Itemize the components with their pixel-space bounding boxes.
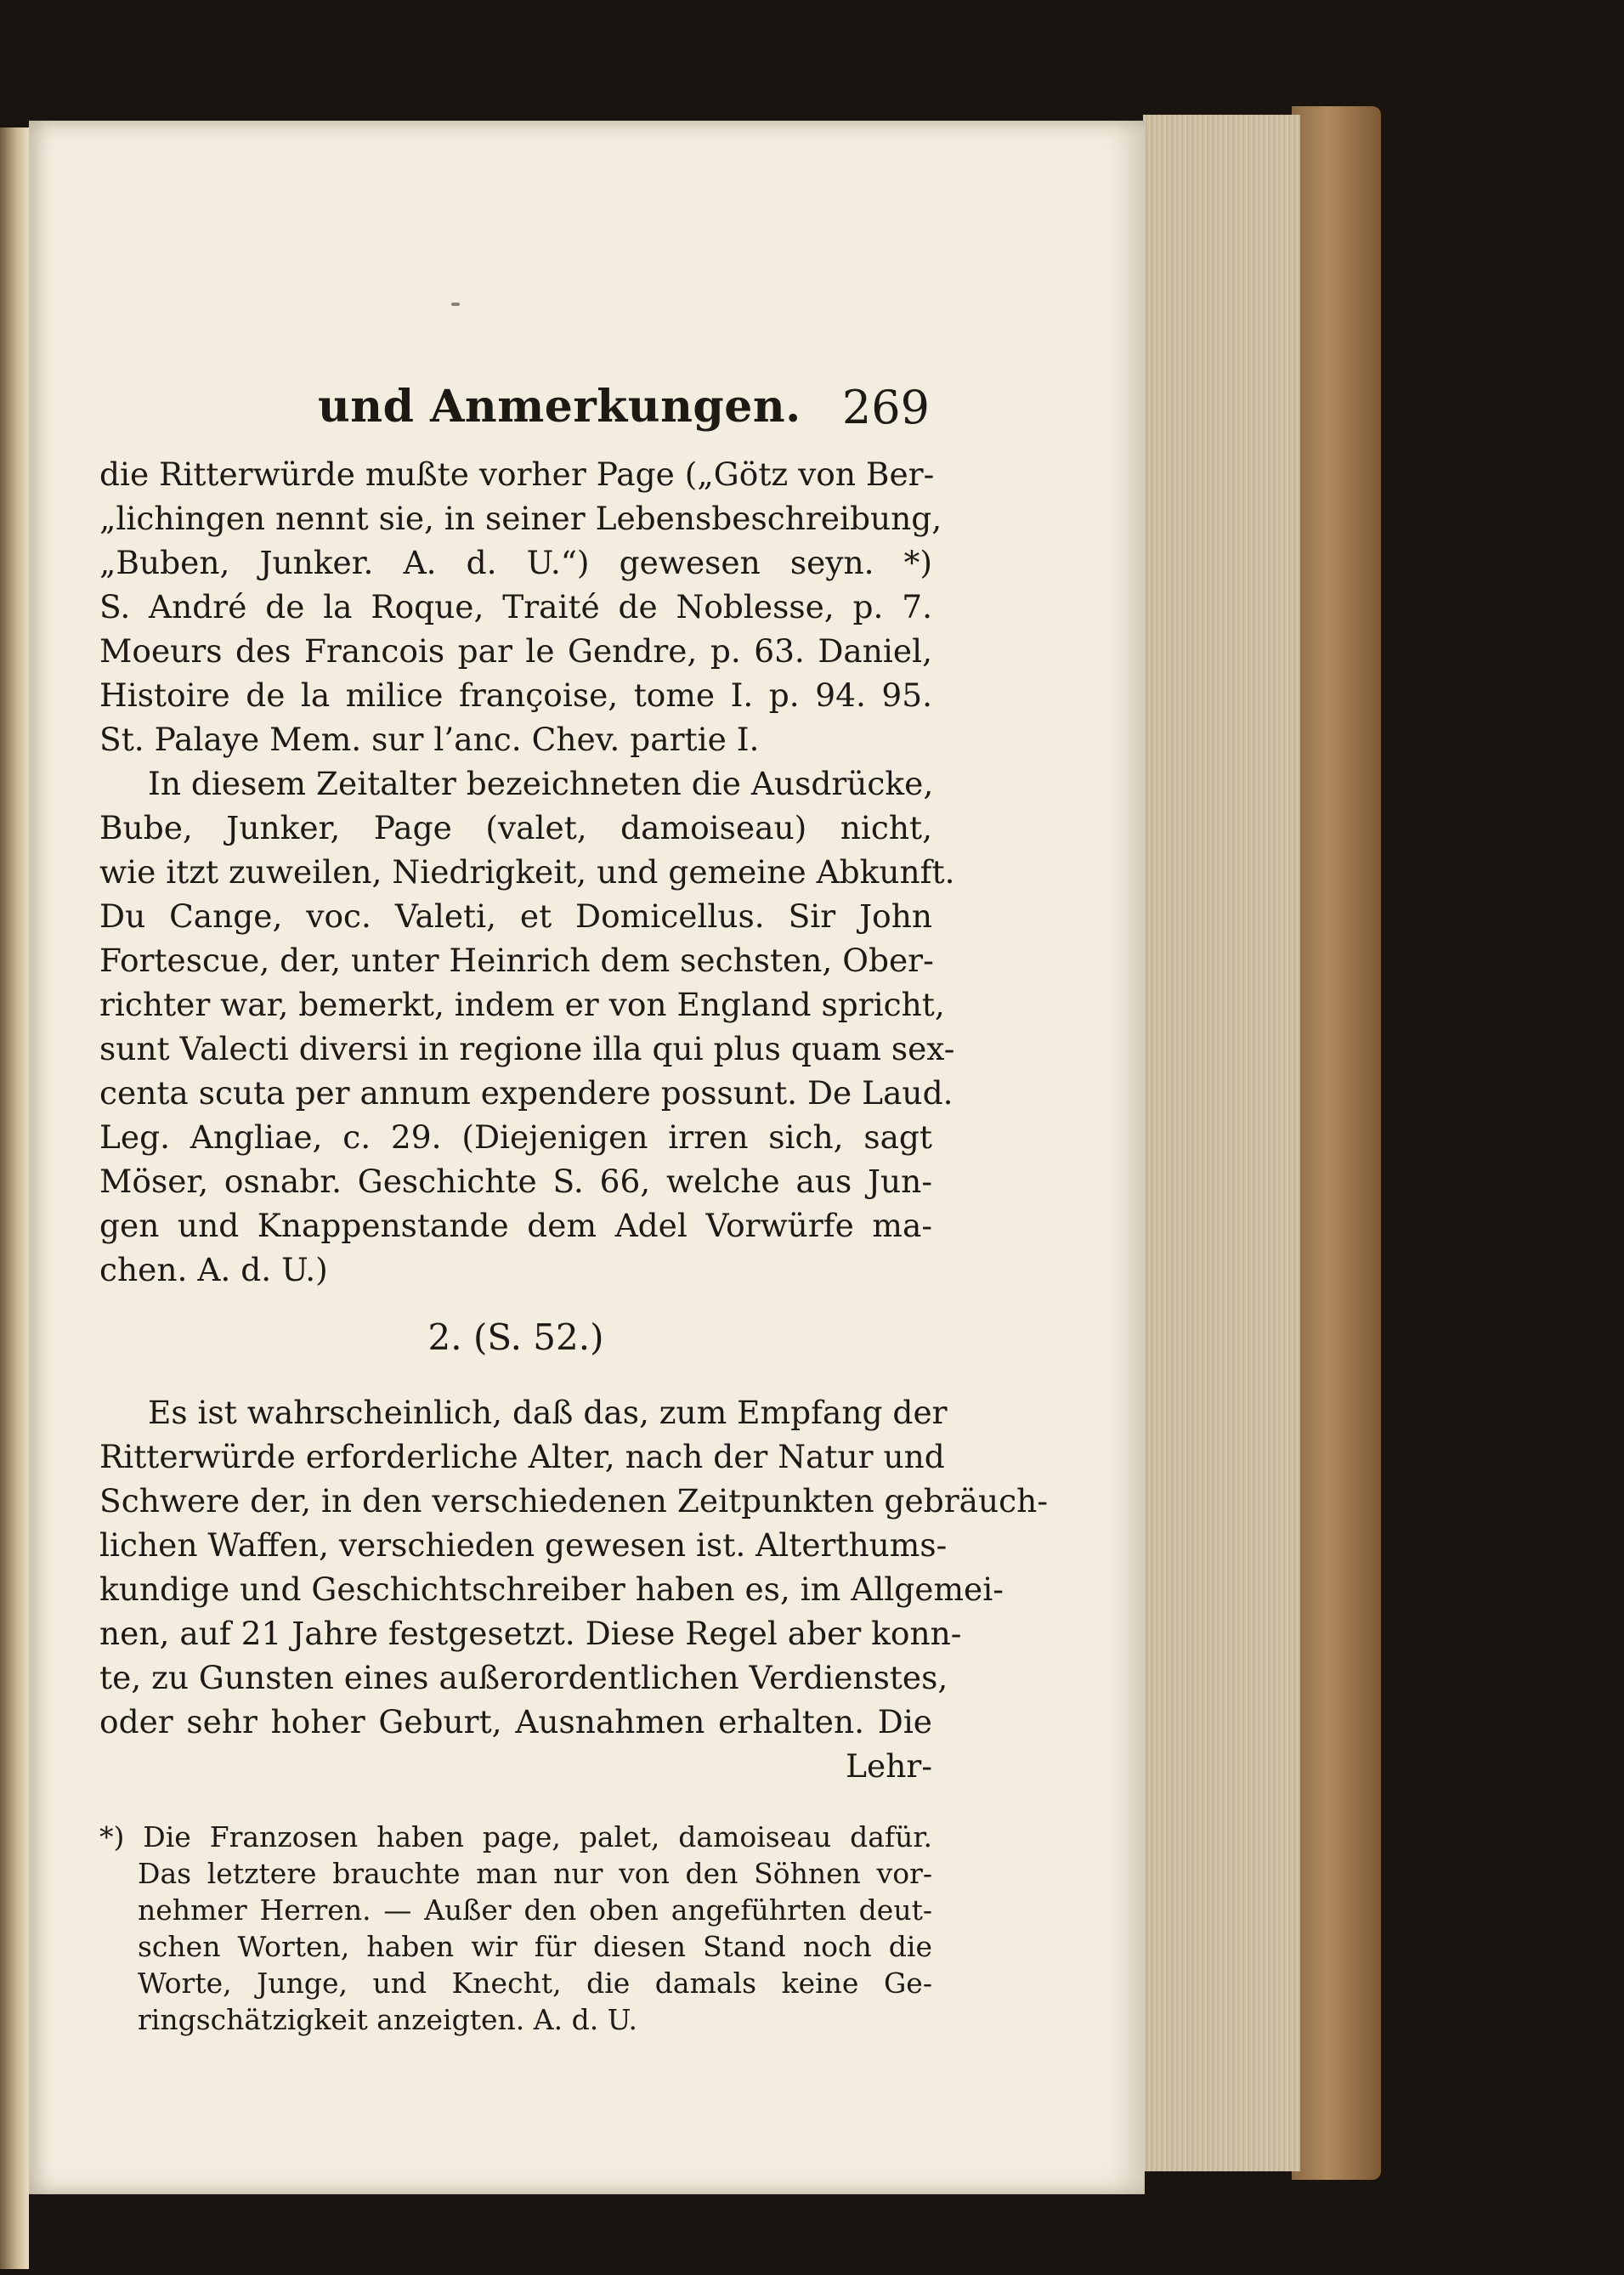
page-header [318, 381, 930, 449]
body-line: sunt Valecti diversi in regione illa qui plus quam sex- [99, 1030, 955, 1067]
ink-speck [451, 303, 460, 306]
body-line: centa scuta per annum expendere possunt. De Laud. [99, 1074, 953, 1112]
body-line: S. André de la Roque, Traité de Noblesse, p. 7. [99, 588, 932, 625]
body-line: Es ist wahrscheinlich, daß das, zum Empfang der [148, 1394, 948, 1431]
footnote-line: nehmer Herren. — Außer den oben angeführten deut- [138, 1893, 932, 1927]
previous-page-edge [0, 127, 29, 2269]
body-line: kundige und Geschichtschreiber haben es, im Allgemei- [99, 1570, 1004, 1608]
catchword: Lehr- [846, 1747, 932, 1785]
body-line: gen und Knappenstande dem Adel Vorwürfe ma- [99, 1207, 932, 1244]
section-heading: 2. (S. 52.) [427, 1316, 604, 1358]
body-line: wie itzt zuweilen, Niedrigkeit, und gemeine Abkunft. [99, 853, 955, 891]
footnote-line: ringschätzigkeit anzeigten. A. d. U. [138, 2003, 637, 2036]
running-head: und Anmerkungen. [318, 381, 801, 433]
footnote-line: *) Die Franzosen haben page, palet, damoiseau dafür. [99, 1820, 932, 1853]
body-line: Ritterwürde erforderliche Alter, nach der Natur und [99, 1438, 945, 1475]
body-line: „Buben, Junker. A. d. U.“) gewesen seyn. *) [99, 544, 932, 581]
book-page [29, 121, 1145, 2194]
body-line: Leg. Angliae, c. 29. (Diejenigen irren sich, sagt [99, 1118, 932, 1156]
body-line: Du Cange, voc. Valeti, et Domicellus. Sir John [99, 897, 932, 935]
body-line: Histoire de la milice françoise, tome I. p. 94. 95. [99, 676, 932, 714]
body-line: „lichingen nennt sie, in seiner Lebensbeschreibung, [99, 500, 942, 537]
footnote-line: Das letztere brauchte man nur von den Söhnen vor- [138, 1857, 932, 1890]
body-line: oder sehr hoher Geburt, Ausnahmen erhalten. Die [99, 1703, 932, 1740]
body-line: nen, auf 21 Jahre festgesetzt. Diese Regel aber konn- [99, 1615, 962, 1652]
book-cover-edge [1292, 106, 1381, 2180]
body-line: Möser, osnabr. Geschichte S. 66, welche aus Jun- [99, 1163, 932, 1200]
body-line: Fortescue, der, unter Heinrich dem sechsten, Ober- [99, 942, 934, 979]
body-line: te, zu Gunsten eines außerordentlichen Verdienstes, [99, 1659, 948, 1696]
body-line: chen. A. d. U.) [99, 1251, 328, 1288]
body-line: richter war, bemerkt, indem er von England spricht, [99, 986, 945, 1023]
body-line: Moeurs des Francois par le Gendre, p. 63. Daniel, [99, 632, 932, 670]
body-line: lichen Waffen, verschieden gewesen ist. Alterthums- [99, 1526, 948, 1564]
body-line: In diesem Zeitalter bezeichneten die Ausdrücke, [148, 765, 934, 802]
body-line: Bube, Junker, Page (valet, damoiseau) nicht, [99, 809, 932, 846]
body-line: St. Palaye Mem. sur l’anc. Chev. partie I. [99, 721, 760, 758]
footnote-line: schen Worten, haben wir für diesen Stand noch die [138, 1930, 932, 1963]
footnote-line: Worte, Junge, und Knecht, die damals keine Ge- [138, 1967, 932, 2000]
page-stack-edges [1143, 115, 1300, 2171]
page-number: 269 [841, 381, 930, 434]
body-line: Schwere der, in den verschiedenen Zeitpunkten gebräuch- [99, 1482, 1048, 1519]
body-line: die Ritterwürde mußte vorher Page („Götz von Ber- [99, 456, 935, 493]
